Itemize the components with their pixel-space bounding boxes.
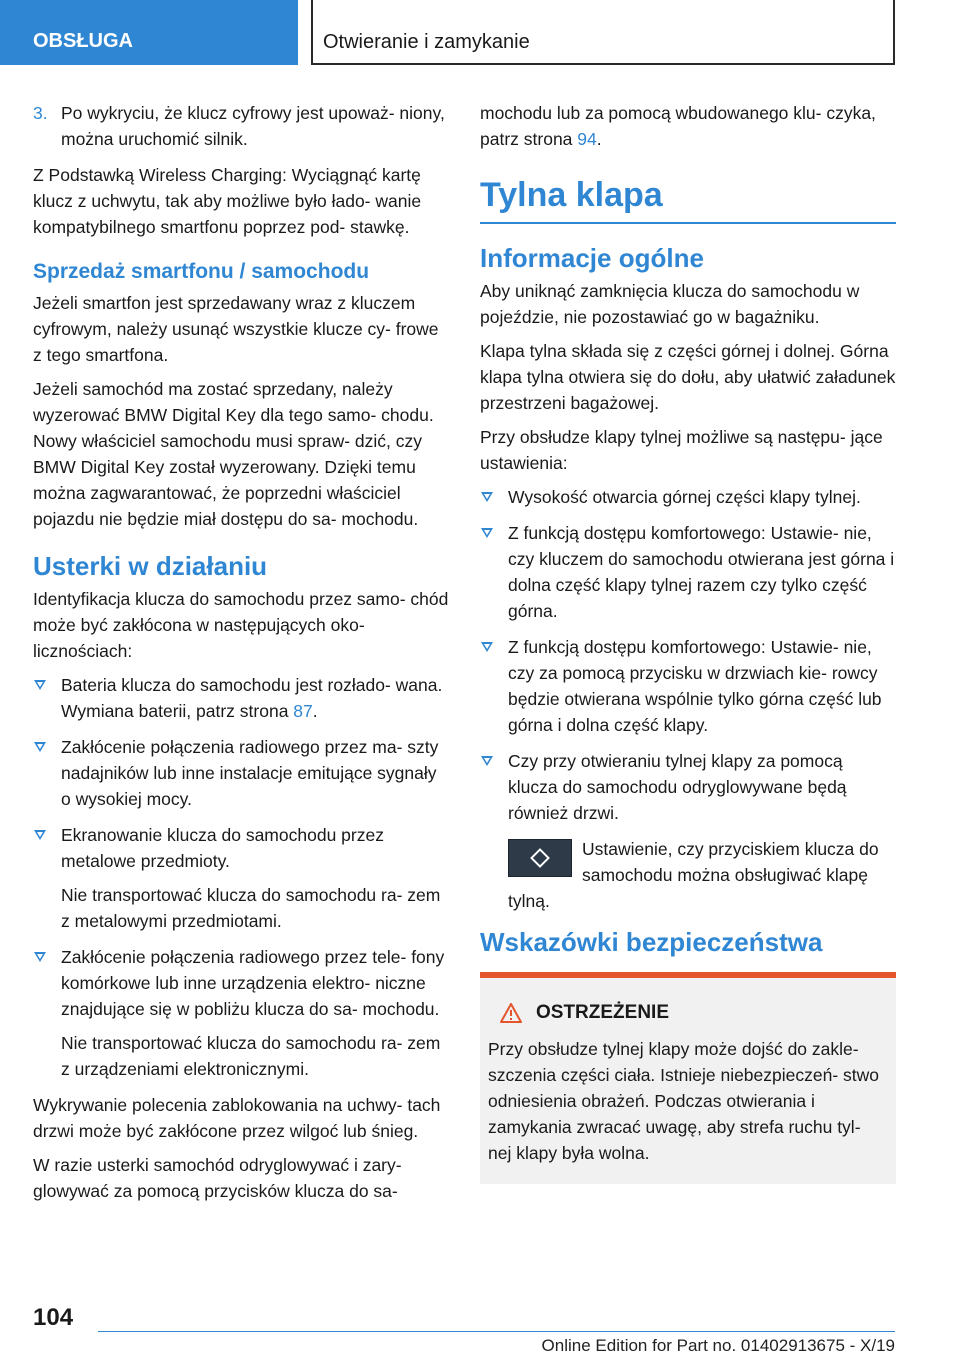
warning-title: OSTRZEŻENIE [536, 1002, 670, 1023]
triangle-bullet-icon [481, 492, 493, 502]
list-item [480, 520, 896, 624]
step-number: 3. [33, 103, 48, 123]
triangle-bullet-icon [481, 528, 493, 538]
triangle-bullet-icon [34, 742, 46, 752]
warning-text: Przy obsłudze tylnej klapy może dojść do zakle- szczenia części ciała. Istnieje niebezpieczeń- stwo odniesienia obrażeń. Podczas otwierania i zamykania zwracać uwagę, aby strefa ruchu tyl- nej klapy była wolna. [488, 1039, 880, 1163]
list-item [480, 748, 896, 826]
list-item-text: Czy przy otwieraniu tylnej klapy za pomocą klucza do samochodu odryglowywane będą również drzwi. [508, 751, 847, 823]
header-section-tab [0, 0, 298, 65]
list-item [480, 634, 896, 738]
list-item-subtext: Nie transportować klucza do samochodu ra- zem z urządzeniami elektronicznymi. [61, 1033, 441, 1079]
triangle-bullet-icon [34, 680, 46, 690]
page-link-94[interactable]: 94 [577, 129, 597, 149]
header-title: Otwieranie i zamykanie [323, 31, 530, 53]
page-number: 104 [33, 1304, 74, 1331]
triangle-bullet-icon [34, 830, 46, 840]
footer-divider [98, 1331, 895, 1332]
key-tailgate-button-icon [508, 839, 572, 877]
header-section-label: OBSŁUGA [33, 30, 133, 52]
paragraph-fault-lock: W razie usterki samochód odryglowywać i zary- glowywać za pomocą przycisków klucza do sa- [33, 1155, 402, 1201]
warning-header [500, 1000, 886, 1026]
paragraph-fault-intro: Identyfikacja klucza do samochodu przez samo- chód może być zakłócona w następujących oko- licznościach: [33, 589, 449, 661]
list-item-text: Ekranowanie klucza do samochodu przez metalowe przedmioty. [61, 825, 384, 871]
heading-tailgate: Tylna klapa [480, 174, 896, 224]
list-item [33, 944, 449, 1082]
paragraph-tailgate-parts: Klapa tylna składa się z części górnej i dolnej. Górna klapa tylna otwiera się do dołu, aby ułatwić załadunek przestrzeni bagażowej. [480, 341, 896, 413]
page-link-87[interactable]: 87 [293, 701, 313, 721]
list-item-text: Zakłócenie połączenia radiowego przez ma- szty nadajników lub inne instalacje emitujące sygnały o wysokiej mocy. [61, 737, 439, 809]
list-item-text: Ustawienie, czy przyciskiem klucza do samochodu można obsługiwać klapę tylną. [508, 839, 879, 911]
list-item-subtext: Nie transportować klucza do samochodu ra- zem z metalowymi przedmiotami. [61, 885, 441, 931]
paragraph-car-sale: Jeżeli samochód ma zostać sprzedany, należy wyzerować BMW Digital Key dla tego samo- chodu. Nowy właściciel samochodu musi spraw- dzić, czy BMW Digital Key został wyzerowany. Dzięki temu można zagwarantować, że poprzedni właściciel pojazdu nie będzie miał dostępu do sa- mochodu. [33, 379, 434, 529]
paragraph-smartphone-sale: Jeżeli smartfon jest sprzedawany wraz z kluczem cyfrowym, należy usunąć wszystkie klucze cy- frowe z tego smartfona. [33, 293, 439, 365]
heading-faults: Usterki w działaniu [33, 551, 268, 581]
paragraph-moisture: Wykrywanie polecenia zablokowania na uchwy- tach drzwi może być zakłócone przez wilgoć lub śnieg. [33, 1095, 441, 1141]
list-item [33, 822, 449, 934]
list-item [480, 484, 896, 510]
list-item-text: Zakłócenie połączenia radiowego przez tele- fony komórkowe lub inne urządzenia elektro- niczne znajdujące się w pobliżu klucza do sa- mochodu. [61, 947, 445, 1019]
list-item-end: . [312, 701, 318, 721]
heading-sale: Sprzedaż smartfonu / samochodu [33, 260, 370, 283]
heading-general-info: Informacje ogólne [480, 243, 704, 273]
list-item [33, 734, 449, 812]
warning-box [480, 972, 896, 1184]
warning-triangle-icon [500, 1003, 522, 1023]
list-item-text: Z funkcją dostępu komfortowego: Ustawie- nie, czy za pomocą przycisku w drzwiach kie- rowcy będzie otwierana wspólnie tylko górna część lub górna i dolna część klapy. [508, 637, 882, 735]
list-item-with-button [480, 836, 896, 914]
list-item-text: Z funkcją dostępu komfortowego: Ustawie- nie, czy kluczem do samochodu otwierana jest górna i dolna część klapy tylnej razem czy tylko część górna. [508, 523, 895, 621]
paragraph-key-in-trunk: Aby uniknąć zamknięcia klucza do samochodu w pojeździe, nie pozostawiać go w bagażniku. [480, 281, 860, 327]
list-item-text: Bateria klucza do samochodu jest rozłado- wana. Wymiana baterii, patrz strona [61, 675, 443, 721]
list-item-text: Wysokość otwarcia górnej części klapy tylnej. [508, 487, 861, 507]
list-item [33, 672, 449, 724]
footer-edition: Online Edition for Part no. 01402913675 - X/19 [541, 1336, 895, 1355]
heading-safety: Wskazówki bezpieczeństwa [480, 927, 823, 957]
left-column [33, 100, 449, 1212]
step-text: Po wykryciu, że klucz cyfrowy jest upoważ- niony, można uruchomić silnik. [61, 103, 445, 149]
step-item [33, 100, 449, 152]
triangle-bullet-icon [481, 642, 493, 652]
triangle-bullet-icon [481, 756, 493, 766]
diamond-symbol-icon [530, 848, 550, 868]
triangle-bullet-icon [34, 952, 46, 962]
paragraph-settings-intro: Przy obsłudze klapy tylnej możliwe są następu- jące ustawienia: [480, 427, 883, 473]
paragraph-continued [480, 100, 896, 152]
right-column [480, 100, 896, 1184]
paragraph-continued-text: mochodu lub za pomocą wbudowanego klu- czyka, patrz strona [480, 103, 876, 149]
paragraph-continued-end: . [596, 129, 602, 149]
paragraph-wireless-charging: Z Podstawką Wireless Charging: Wyciągnąć kartę klucz z uchwytu, tak aby możliwe było łado- wanie kompatybilnego smartfonu poprzez pod- stawkę. [33, 165, 422, 237]
